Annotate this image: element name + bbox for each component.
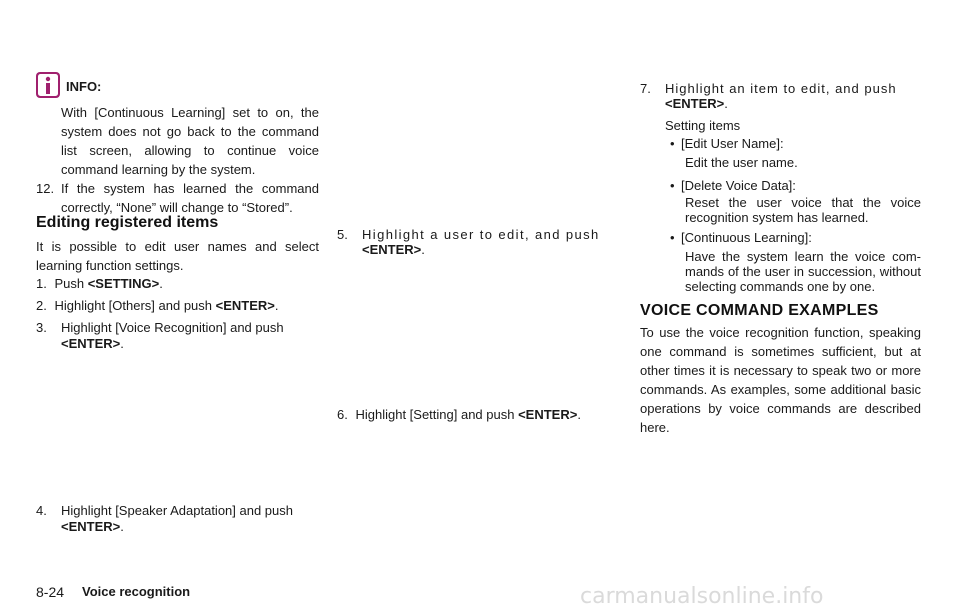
step-5-number: 5. <box>337 227 348 242</box>
info-text: With [Continuous Learning] set to on, the system does not go back to the command list screen, allowing to continue voice command learning by the system. <box>61 105 319 177</box>
watermark: carmanualsonline.info <box>580 584 824 609</box>
step-3-key <box>61 334 124 353</box>
step-12-text: If the system has learned the command correctly, “None” will change to “Stored”. <box>61 181 319 215</box>
key-enter: <ENTER> <box>665 96 725 111</box>
step-12-number: 12. <box>36 181 55 196</box>
editing-heading: Editing registered items <box>36 214 219 231</box>
examples-heading: VOICE COMMAND EXAMPLES <box>640 302 879 319</box>
step-text: Highlight [Others] and push <box>54 298 216 313</box>
step-6 <box>337 405 581 424</box>
step-3-text: Highlight [Voice Recognition] and push <box>61 320 284 335</box>
step-period: . <box>724 96 728 111</box>
step-period: . <box>120 519 124 534</box>
step-7-text: Highlight an item to edit, and push <box>665 81 897 96</box>
setting-item-desc: Have the system learn the voice com-mands of the user in succession, without selecting commands one by one. <box>685 249 921 294</box>
step-1 <box>36 274 163 293</box>
step-period: . <box>577 407 581 422</box>
step-number: 1. <box>36 276 47 291</box>
setting-item-name: • [Continuous Learning]: <box>681 228 812 247</box>
key-enter: <ENTER> <box>518 407 578 422</box>
setting-item-desc: Edit the user name. <box>685 155 798 170</box>
step-7-key <box>665 94 728 113</box>
key-enter: <ENTER> <box>362 242 422 257</box>
step-3-number: 3. <box>36 320 47 335</box>
step-period: . <box>274 298 279 313</box>
examples-text: To use the voice recognition function, speaking one command is sometimes sufficient, but at other times it is necessary to speak two or more commands. As examples, some additional basic operations by voice commands are described here. <box>640 325 921 435</box>
setting-item-name: • [Delete Voice Data]: <box>681 176 796 195</box>
editing-intro: It is possible to edit user names and select learning function settings. <box>36 239 319 273</box>
step-4-number: 4. <box>36 503 47 518</box>
step-text: Highlight [Setting] and push <box>355 407 519 422</box>
step-7-number: 7. <box>640 81 651 96</box>
step-4-text: Highlight [Speaker Adaptation] and push <box>61 503 294 518</box>
step-number: 2. <box>36 298 47 313</box>
key-enter: <ENTER> <box>61 336 121 351</box>
step-period: . <box>159 276 163 291</box>
page-number: 8-24 <box>36 584 65 600</box>
step-period: . <box>120 336 124 351</box>
step-number: 6. <box>337 407 348 422</box>
step-5-text: Highlight a user to edit, and push <box>362 227 600 242</box>
step-2 <box>36 296 279 315</box>
setting-item-name: • [Edit User Name]: <box>681 134 784 153</box>
setting-items-label: Setting items <box>665 118 741 133</box>
step-text: Push <box>54 276 88 291</box>
step-5-key <box>362 240 425 259</box>
section-title: Voice recognition <box>82 584 191 599</box>
setting-item-desc: Reset the user voice that the voice recognition system has learned. <box>685 195 921 225</box>
info-icon <box>35 71 61 99</box>
info-label: INFO: <box>66 79 102 94</box>
key-setting: <SETTING> <box>87 276 160 291</box>
step-4-key <box>61 517 124 536</box>
step-period: . <box>421 242 425 257</box>
key-enter: <ENTER> <box>61 519 121 534</box>
key-enter: <ENTER> <box>215 298 275 313</box>
